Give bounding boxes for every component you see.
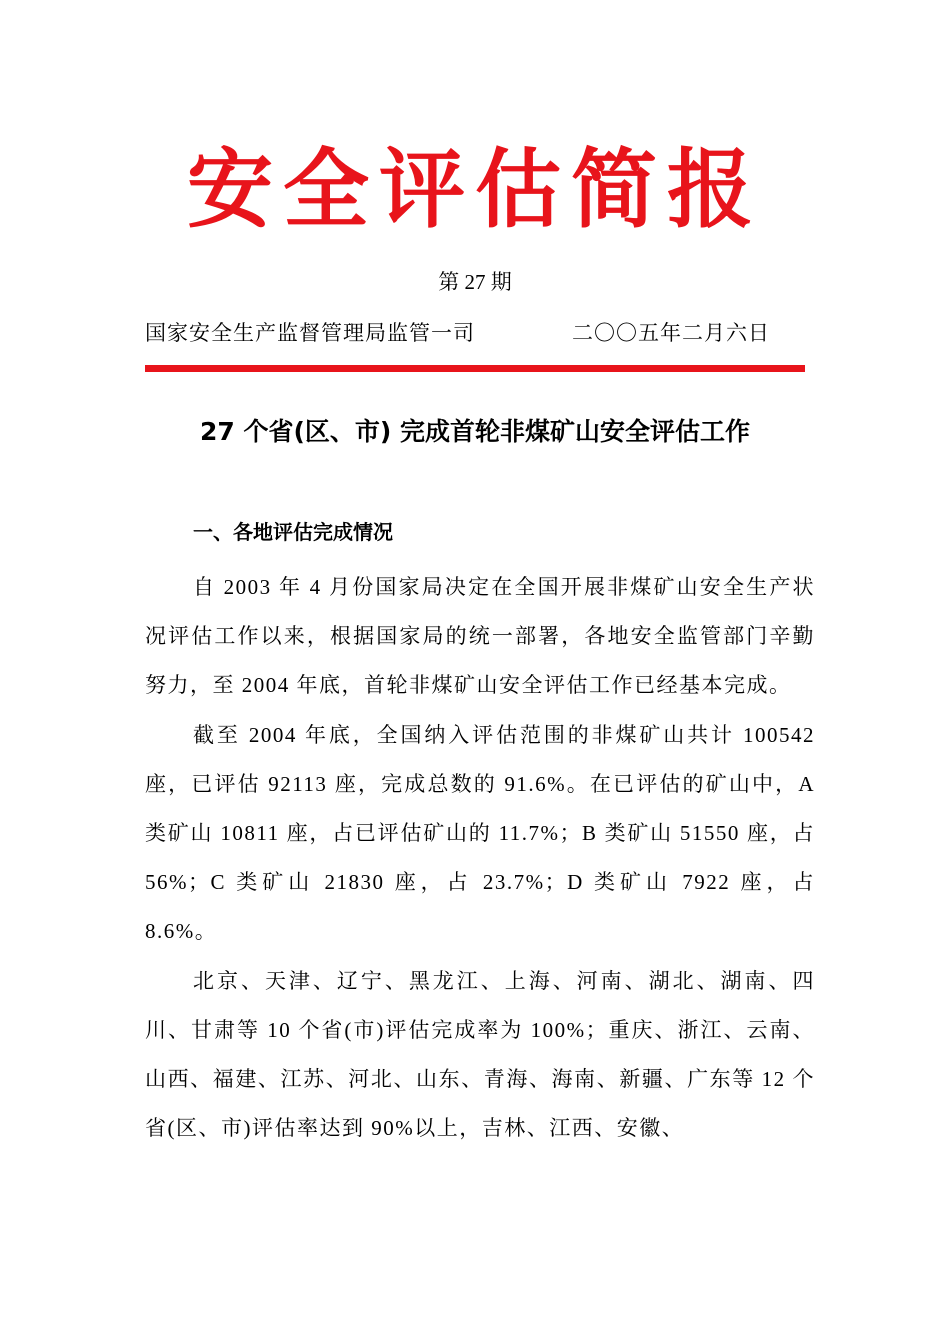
paragraph: 截至 2004 年底，全国纳入评估范围的非煤矿山共计 100542 座，已评估 92113 座，完成总数的 91.6%。在已评估的矿山中，A 类矿山 10811 座，占已评估矿山的 11.7%；B 类矿山 51550 座，占 56%；C 类矿山 21830 座，占 23.7%；D 类矿山 7922 座，占 8.6%。 <box>145 722 815 944</box>
section-heading: 一、各地评估完成情况 <box>193 520 393 544</box>
article-body <box>145 563 815 1153</box>
paragraph: 北京、天津、辽宁、黑龙江、上海、河南、湖北、湖南、四川、甘肃等 10 个省(市)评估完成率为 100%；重庆、浙江、云南、山西、福建、江苏、河北、山东、青海、海南、新疆、广东等 12 个省(区、市)评估率达到 90%以上，吉林、江西、安徽、 <box>145 968 815 1141</box>
publisher: 国家安全生产监督管理局监管一司 <box>145 321 475 345</box>
paragraph: 自 2003 年 4 月份国家局决定在全国开展非煤矿山安全生产状况评估工作以来，根据国家局的统一部署，各地安全监管部门辛勤努力，至 2004 年底，首轮非煤矿山安全评估工作已经基本完成。 <box>145 575 815 698</box>
publish-date: 二〇〇五年二月六日 <box>572 321 770 345</box>
article-title: 27 个省(区、市) 完成首轮非煤矿山安全评估工作 <box>199 417 751 446</box>
issue-number: 第 27 期 <box>438 270 512 294</box>
masthead-divider <box>145 365 805 372</box>
masthead-title: 安全评估简报 <box>187 139 763 240</box>
